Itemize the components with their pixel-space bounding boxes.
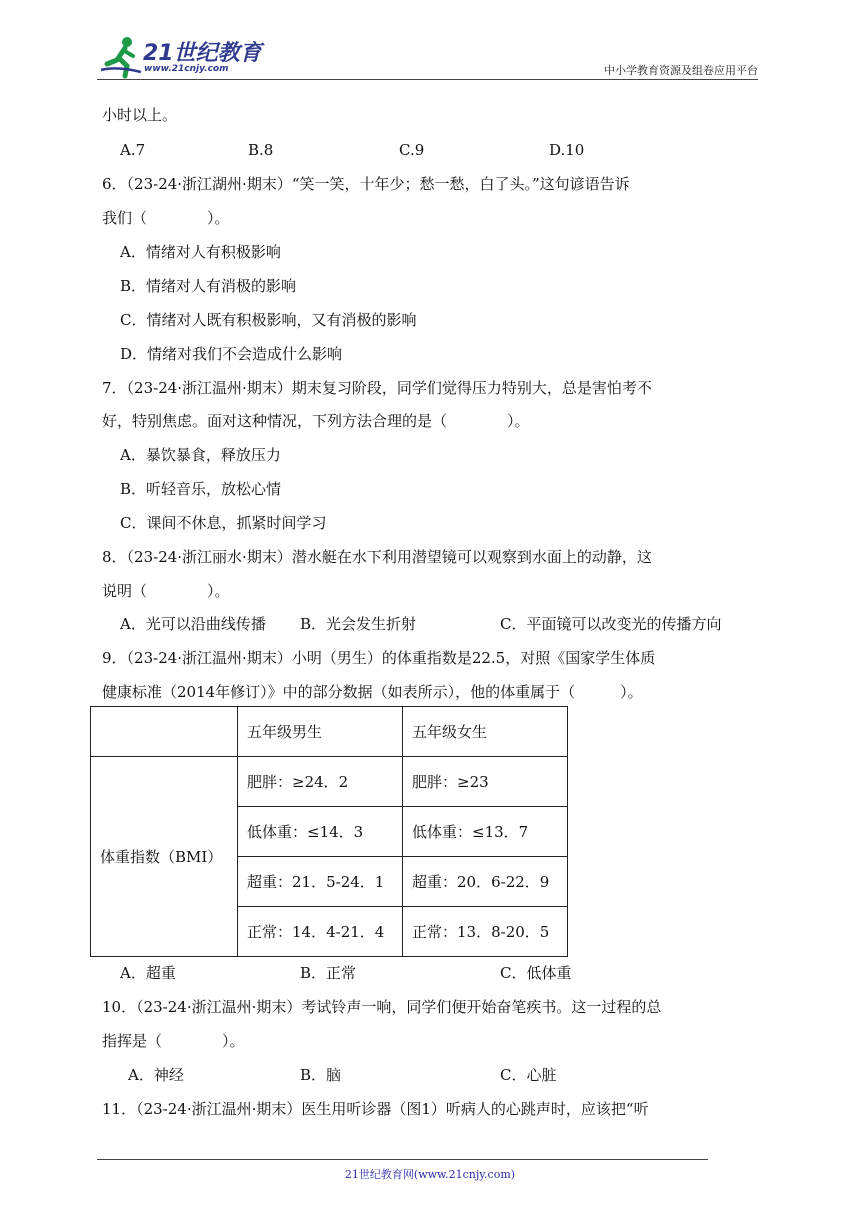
q6-option-b[interactable]: B．情绪对人有消极的影响 — [120, 277, 297, 295]
q7-stem-line1: 7．（23-24·浙江温州·期末）期末复习阶段，同学们觉得压力特别大，总是害怕考不 — [102, 379, 652, 397]
table-cell: 肥胖：≥24．2 — [238, 757, 403, 807]
q5-option-a[interactable]: A.7 — [120, 141, 146, 159]
table-row-label: 体重指数（BMI） — [91, 757, 238, 957]
q8-stem-line1: 8．（23-24·浙江丽水·期末）潜水艇在水下利用潜望镜可以观察到水面上的动静，这 — [102, 548, 652, 566]
table-header-row — [91, 707, 568, 757]
q8-option-c[interactable]: C．平面镜可以改变光的传播方向 — [500, 615, 722, 633]
footer-link[interactable]: 21世纪教育网(www.21cnjy.com) — [344, 1168, 516, 1181]
q6-stem-line1: 6．（23-24·浙江湖州·期末）“笑一笑，十年少；愁一愁，白了头。”这句谚语告诉 — [102, 175, 630, 193]
table-cell: 超重：20．6-22．9 — [403, 857, 568, 907]
q10-option-a[interactable]: A．神经 — [128, 1066, 184, 1084]
table-header-girls: 五年级女生 — [403, 707, 568, 757]
q10-stem-line2: 指挥是（ ）。 — [102, 1032, 245, 1050]
q6-option-d[interactable]: D．情绪对我们不会造成什么影响 — [120, 345, 343, 363]
q9-option-b[interactable]: B．正常 — [300, 964, 357, 982]
q6-stem-line2: 我们（ ）。 — [102, 209, 230, 227]
q9-option-a[interactable]: A．超重 — [120, 964, 176, 982]
table-cell: 低体重：≤13．7 — [403, 807, 568, 857]
q6-option-c[interactable]: C．情绪对人既有积极影响，又有消极的影响 — [120, 311, 417, 329]
q8-stem-line2: 说明（ ）。 — [102, 582, 230, 600]
q9-stem-line2: 健康标准（2014年修订）》中的部分数据（如表所示），他的体重属于（ ）。 — [102, 683, 643, 701]
table-cell: 正常：13．8-20．5 — [403, 907, 568, 957]
q9-stem-line1: 9．（23-24·浙江温州·期末）小明（男生）的体重指数是22.5，对照《国家学生体质 — [102, 649, 656, 667]
footer-divider — [97, 1159, 708, 1160]
site-logo[interactable] — [97, 36, 267, 80]
header-divider — [97, 79, 758, 80]
running-figure-icon — [97, 36, 143, 80]
table-cell: 低体重：≤14．3 — [238, 807, 403, 857]
q10-option-b[interactable]: B．脑 — [300, 1066, 342, 1084]
page-header — [97, 30, 758, 80]
q8-option-b[interactable]: B．光会发生折射 — [300, 615, 417, 633]
q5-option-b[interactable]: B.8 — [248, 141, 274, 159]
q5-continuation: 小时以上。 — [102, 106, 178, 124]
q11-stem-line1: 11．（23-24·浙江温州·期末）医生用听诊器（图1）听病人的心跳声时，应该把“听 — [102, 1100, 649, 1118]
q7-option-b[interactable]: B．听轻音乐，放松心情 — [120, 480, 282, 498]
q5-option-d[interactable]: D.10 — [549, 141, 585, 159]
table-header-cell-empty — [91, 707, 238, 757]
table-row — [91, 757, 568, 807]
q7-stem-line2: 好，特别焦虑。面对这种情况，下列方法合理的是（ ）。 — [102, 412, 530, 430]
q9-option-c[interactable]: C．低体重 — [500, 964, 572, 982]
q7-option-a[interactable]: A．暴饮暴食，释放压力 — [120, 446, 281, 464]
table-cell: 肥胖：≥23 — [403, 757, 568, 807]
q5-option-c[interactable]: C.9 — [399, 141, 425, 159]
bmi-table — [90, 706, 568, 957]
table-cell: 超重：21．5-24．1 — [238, 857, 403, 907]
q10-option-c[interactable]: C．心脏 — [500, 1066, 557, 1084]
table-cell: 正常：14．4-21．4 — [238, 907, 403, 957]
header-tagline: 中小学教育资源及组卷应用平台 — [604, 64, 758, 77]
q7-option-c[interactable]: C．课间不休息，抓紧时间学习 — [120, 514, 327, 532]
table-header-boys: 五年级男生 — [238, 707, 403, 757]
q8-option-a[interactable]: A．光可以沿曲线传播 — [120, 615, 266, 633]
q6-option-a[interactable]: A．情绪对人有积极影响 — [120, 243, 281, 261]
logo-text: 21世纪教育 — [143, 41, 262, 66]
q10-stem-line1: 10．（23-24·浙江温州·期末）考试铃声一响，同学们便开始奋笔疾书。这一过程的总 — [102, 998, 662, 1016]
logo-url: www.21cnjy.com — [144, 64, 229, 74]
